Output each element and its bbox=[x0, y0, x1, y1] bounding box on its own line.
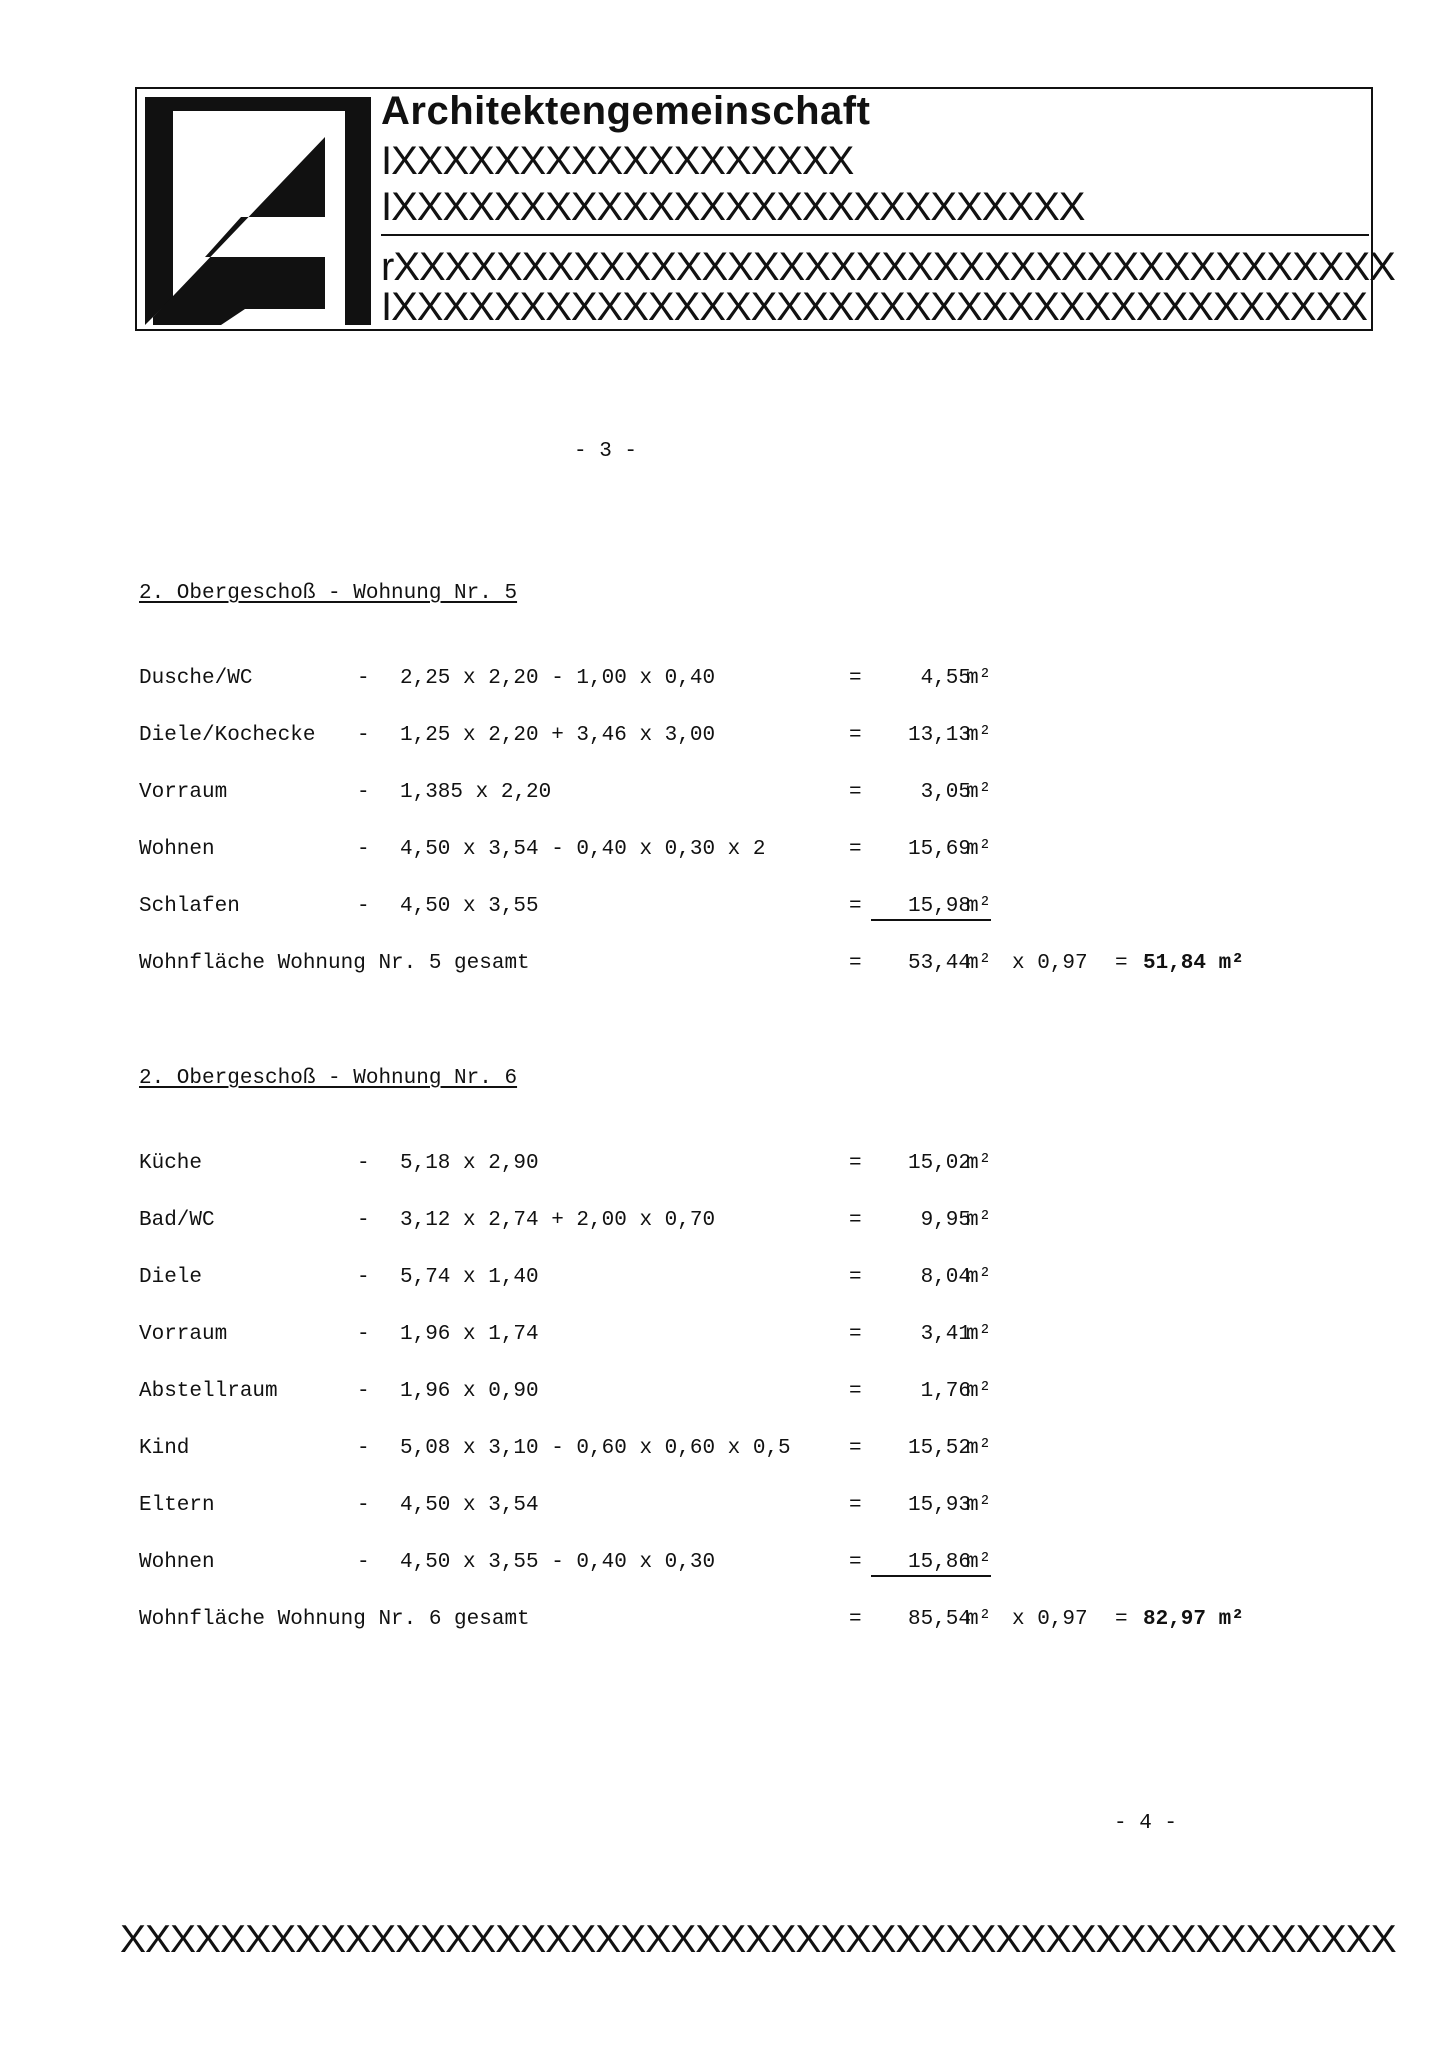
total-row bbox=[0, 952, 1447, 982]
unit: m² bbox=[966, 1152, 992, 1175]
area-value: 15,86 bbox=[871, 1551, 971, 1577]
calculation: 1,25 x 2,20 + 3,46 x 3,00 bbox=[400, 724, 716, 747]
table-row bbox=[0, 1152, 1447, 1182]
area-value: 9,95 bbox=[920, 1209, 971, 1232]
redacted-contact-line-1: rXXXXXXXXXXXXXXXXXXXXXXXXXXXXXXXXXXXXXXX bbox=[381, 245, 1395, 289]
unit: m² bbox=[966, 1380, 992, 1403]
architect-logo-icon bbox=[145, 97, 371, 330]
area-value: 4,55 bbox=[920, 667, 971, 690]
area-value: 13,13 bbox=[907, 724, 971, 747]
equals: = bbox=[849, 667, 862, 690]
equals: = bbox=[849, 1380, 862, 1403]
equals: = bbox=[849, 724, 862, 747]
area-value: 1,76 bbox=[920, 1380, 971, 1403]
letterhead-divider bbox=[381, 234, 1369, 236]
equals: = bbox=[849, 1323, 862, 1346]
room-name: Kind bbox=[139, 1437, 190, 1460]
living-area-result: 51,84 m² bbox=[1143, 952, 1244, 975]
equals: = bbox=[849, 781, 862, 804]
calculation: 4,50 x 3,55 bbox=[400, 895, 539, 918]
unit: m² bbox=[966, 952, 992, 975]
reduction-factor: x 0,97 bbox=[1012, 1608, 1088, 1631]
dash: - bbox=[357, 1437, 370, 1460]
table-row bbox=[0, 1494, 1447, 1524]
unit: m² bbox=[966, 1551, 991, 1577]
unit: m² bbox=[966, 1437, 992, 1460]
room-name: Schlafen bbox=[139, 895, 240, 918]
total-label: Wohnfläche Wohnung Nr. 6 gesamt bbox=[139, 1608, 530, 1631]
room-name: Diele bbox=[139, 1266, 203, 1289]
equals: = bbox=[1115, 952, 1128, 975]
room-name: Wohnen bbox=[139, 1551, 215, 1574]
equals: = bbox=[849, 952, 862, 975]
room-name: Dusche/WC bbox=[139, 667, 253, 690]
unit: m² bbox=[966, 895, 991, 921]
room-name: Abstellraum bbox=[139, 1380, 278, 1403]
unit: m² bbox=[966, 1494, 992, 1517]
equals: = bbox=[849, 838, 862, 861]
calculation: 5,08 x 3,10 - 0,60 x 0,60 x 0,5 bbox=[400, 1437, 791, 1460]
dash: - bbox=[357, 667, 370, 690]
calculation: 4,50 x 3,54 - 0,40 x 0,30 x 2 bbox=[400, 838, 766, 861]
table-row bbox=[0, 667, 1447, 697]
area-value: 3,05 bbox=[920, 781, 971, 804]
total-label: Wohnfläche Wohnung Nr. 5 gesamt bbox=[139, 952, 530, 975]
table-row bbox=[0, 1323, 1447, 1353]
total-area: 53,44 bbox=[907, 952, 971, 975]
area-value: 15,69 bbox=[907, 838, 971, 861]
dash: - bbox=[357, 1266, 370, 1289]
equals: = bbox=[849, 1152, 862, 1175]
dash: - bbox=[357, 724, 370, 747]
page-number-bottom: - 4 - bbox=[1114, 1812, 1178, 1835]
area-value: 15,98 bbox=[871, 895, 971, 921]
redacted-contact-line-2: IXXXXXXXXXXXXXXXXXXXXXXXXXXXXXXXXXXXXXX bbox=[381, 285, 1367, 329]
table-row bbox=[0, 1437, 1447, 1467]
room-name: Küche bbox=[139, 1152, 203, 1175]
unit: m² bbox=[966, 1323, 992, 1346]
table-row bbox=[0, 781, 1447, 811]
calculation: 1,96 x 0,90 bbox=[400, 1380, 539, 1403]
dash: - bbox=[357, 781, 370, 804]
dash: - bbox=[357, 895, 370, 918]
area-value: 3,41 bbox=[920, 1323, 971, 1346]
calculation: 1,385 x 2,20 bbox=[400, 781, 552, 804]
dash: - bbox=[357, 1152, 370, 1175]
equals: = bbox=[849, 1266, 862, 1289]
table-row bbox=[0, 724, 1447, 754]
calculation: 5,18 x 2,90 bbox=[400, 1152, 539, 1175]
room-name: Vorraum bbox=[139, 781, 228, 804]
room-name: Wohnen bbox=[139, 838, 215, 861]
table-row bbox=[0, 895, 1447, 925]
area-value: 15,93 bbox=[907, 1494, 971, 1517]
equals: = bbox=[849, 1494, 862, 1517]
dash: - bbox=[357, 838, 370, 861]
room-name: Eltern bbox=[139, 1494, 215, 1517]
reduction-factor: x 0,97 bbox=[1012, 952, 1088, 975]
dash: - bbox=[357, 1494, 370, 1517]
unit: m² bbox=[966, 724, 992, 747]
unit: m² bbox=[966, 1608, 992, 1631]
area-value: 8,04 bbox=[920, 1266, 971, 1289]
calculation: 5,74 x 1,40 bbox=[400, 1266, 539, 1289]
total-area: 85,54 bbox=[907, 1608, 971, 1631]
unit: m² bbox=[966, 1266, 992, 1289]
calculation: 2,25 x 2,20 - 1,00 x 0,40 bbox=[400, 667, 716, 690]
unit: m² bbox=[966, 838, 992, 861]
area-value: 15,02 bbox=[907, 1152, 971, 1175]
calculation: 3,12 x 2,74 + 2,00 x 0,70 bbox=[400, 1209, 716, 1232]
letterhead bbox=[135, 87, 1395, 331]
equals: = bbox=[849, 895, 862, 918]
calculation: 1,96 x 1,74 bbox=[400, 1323, 539, 1346]
unit: m² bbox=[966, 1209, 992, 1232]
table-row bbox=[0, 1380, 1447, 1410]
firm-name: Architektengemeinschaft bbox=[381, 89, 871, 133]
equals: = bbox=[849, 1437, 862, 1460]
table-row bbox=[0, 1551, 1447, 1581]
dash: - bbox=[357, 1323, 370, 1346]
section-heading-wohnung-5: 2. Obergeschoß - Wohnung Nr. 5 bbox=[139, 582, 518, 605]
equals: = bbox=[1115, 1608, 1128, 1631]
room-name: Vorraum bbox=[139, 1323, 228, 1346]
table-row bbox=[0, 838, 1447, 868]
unit: m² bbox=[966, 781, 992, 804]
dash: - bbox=[357, 1551, 370, 1574]
dash: - bbox=[357, 1209, 370, 1232]
calculation: 4,50 x 3,54 bbox=[400, 1494, 539, 1517]
unit: m² bbox=[966, 667, 992, 690]
dash: - bbox=[357, 1380, 370, 1403]
redacted-footer: XXXXXXXXXXXXXXXXXXXXXXXXXXXXXXXXXXXXXXXXXXXXXXXXXXX bbox=[120, 1918, 1396, 1961]
living-area-result: 82,97 m² bbox=[1143, 1608, 1244, 1631]
room-name: Bad/WC bbox=[139, 1209, 215, 1232]
section-heading-wohnung-6: 2. Obergeschoß - Wohnung Nr. 6 bbox=[139, 1067, 518, 1090]
table-row bbox=[0, 1209, 1447, 1239]
calculation: 4,50 x 3,55 - 0,40 x 0,30 bbox=[400, 1551, 716, 1574]
equals: = bbox=[849, 1608, 862, 1631]
room-name: Diele/Kochecke bbox=[139, 724, 316, 747]
redacted-address-line-1: IXXXXXXXXXXXXXXXXXX bbox=[381, 139, 854, 183]
total-row bbox=[0, 1608, 1447, 1638]
table-row bbox=[0, 1266, 1447, 1296]
equals: = bbox=[849, 1551, 862, 1574]
page-number-top: - 3 - bbox=[574, 440, 638, 463]
area-value: 15,52 bbox=[907, 1437, 971, 1460]
equals: = bbox=[849, 1209, 862, 1232]
redacted-address-line-2: IXXXXXXXXXXXXXXXXXXXXXXXXXXX bbox=[381, 185, 1085, 229]
